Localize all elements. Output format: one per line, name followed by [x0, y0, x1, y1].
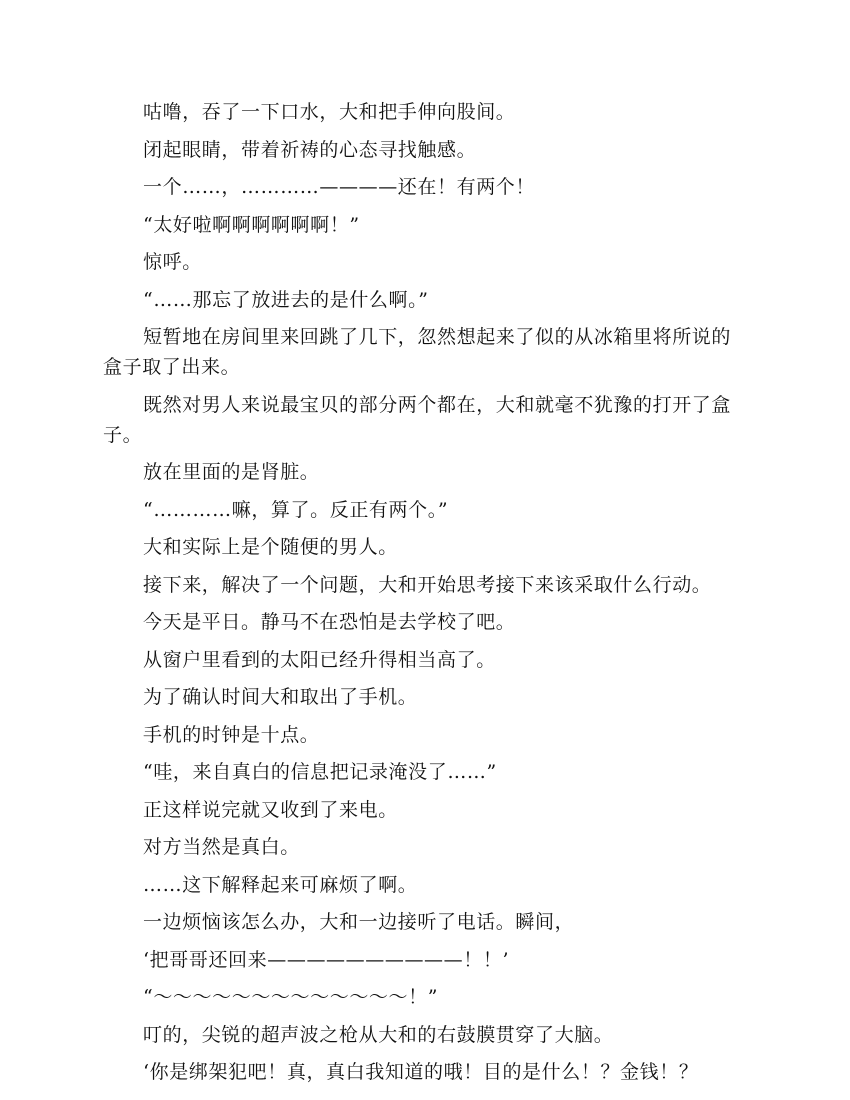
paragraph: 既然对男人来说最宝贝的部分两个都在，大和就毫不犹豫的打开了盒子。	[103, 393, 732, 446]
paragraph: 短暂地在房间里来回跳了几下，忽然想起来了似的从冰箱里将所说的盒子取了出来。	[103, 326, 732, 378]
paragraph: “～～～～～～～～～～～～～！”	[143, 986, 439, 1008]
paragraph: 放在里面的是肾脏。	[143, 461, 320, 483]
paragraph: ‘你是绑架犯吧！真，真白我知道的哦！目的是什么！？金钱！？	[143, 1061, 699, 1083]
document-body	[103, 97, 749, 1095]
paragraph: 闭起眼睛，带着祈祷的心态寻找触感。	[143, 138, 477, 161]
paragraph: “太好啦啊啊啊啊啊啊！”	[143, 213, 360, 236]
paragraph: 为了确认时间大和取出了手机。	[143, 686, 418, 708]
paragraph: “哇，来自真白的信息把记录淹没了……”	[143, 761, 497, 783]
paragraph: 叮的，尖锐的超声波之枪从大和的右鼓膜贯穿了大脑。	[143, 1023, 614, 1046]
paragraph: 惊呼。	[143, 251, 202, 273]
paragraph: 今天是平日。静马不在恐怕是去学校了吧。	[143, 611, 516, 633]
paragraph: ‘把哥哥还回来——————————！！’	[143, 948, 510, 971]
paragraph: “……那忘了放进去的是什么啊。”	[143, 288, 429, 311]
paragraph: 一边烦恼该怎么办，大和一边接听了电话。瞬间，	[143, 911, 575, 933]
paragraph: 对方当然是真白。	[143, 836, 300, 858]
paragraph: ……这下解释起来可麻烦了啊。	[143, 873, 418, 896]
paragraph: 手机的时钟是十点。	[143, 723, 320, 746]
paragraph: 接下来，解决了一个问题，大和开始思考接下来该采取什么行动。	[143, 573, 712, 596]
paragraph: 正这样说完就又收到了来电。	[143, 798, 398, 821]
paragraph: 一个……，…………————还在！有两个！	[143, 176, 536, 198]
paragraph: 大和实际上是个随便的男人。	[143, 536, 398, 558]
paragraph: 从窗户里看到的太阳已经升得相当高了。	[143, 648, 496, 671]
paragraph: “…………嘛，算了。反正有两个。”	[143, 498, 449, 521]
paragraph: 咕噜，吞了一下口水，大和把手伸向股间。	[143, 101, 516, 123]
